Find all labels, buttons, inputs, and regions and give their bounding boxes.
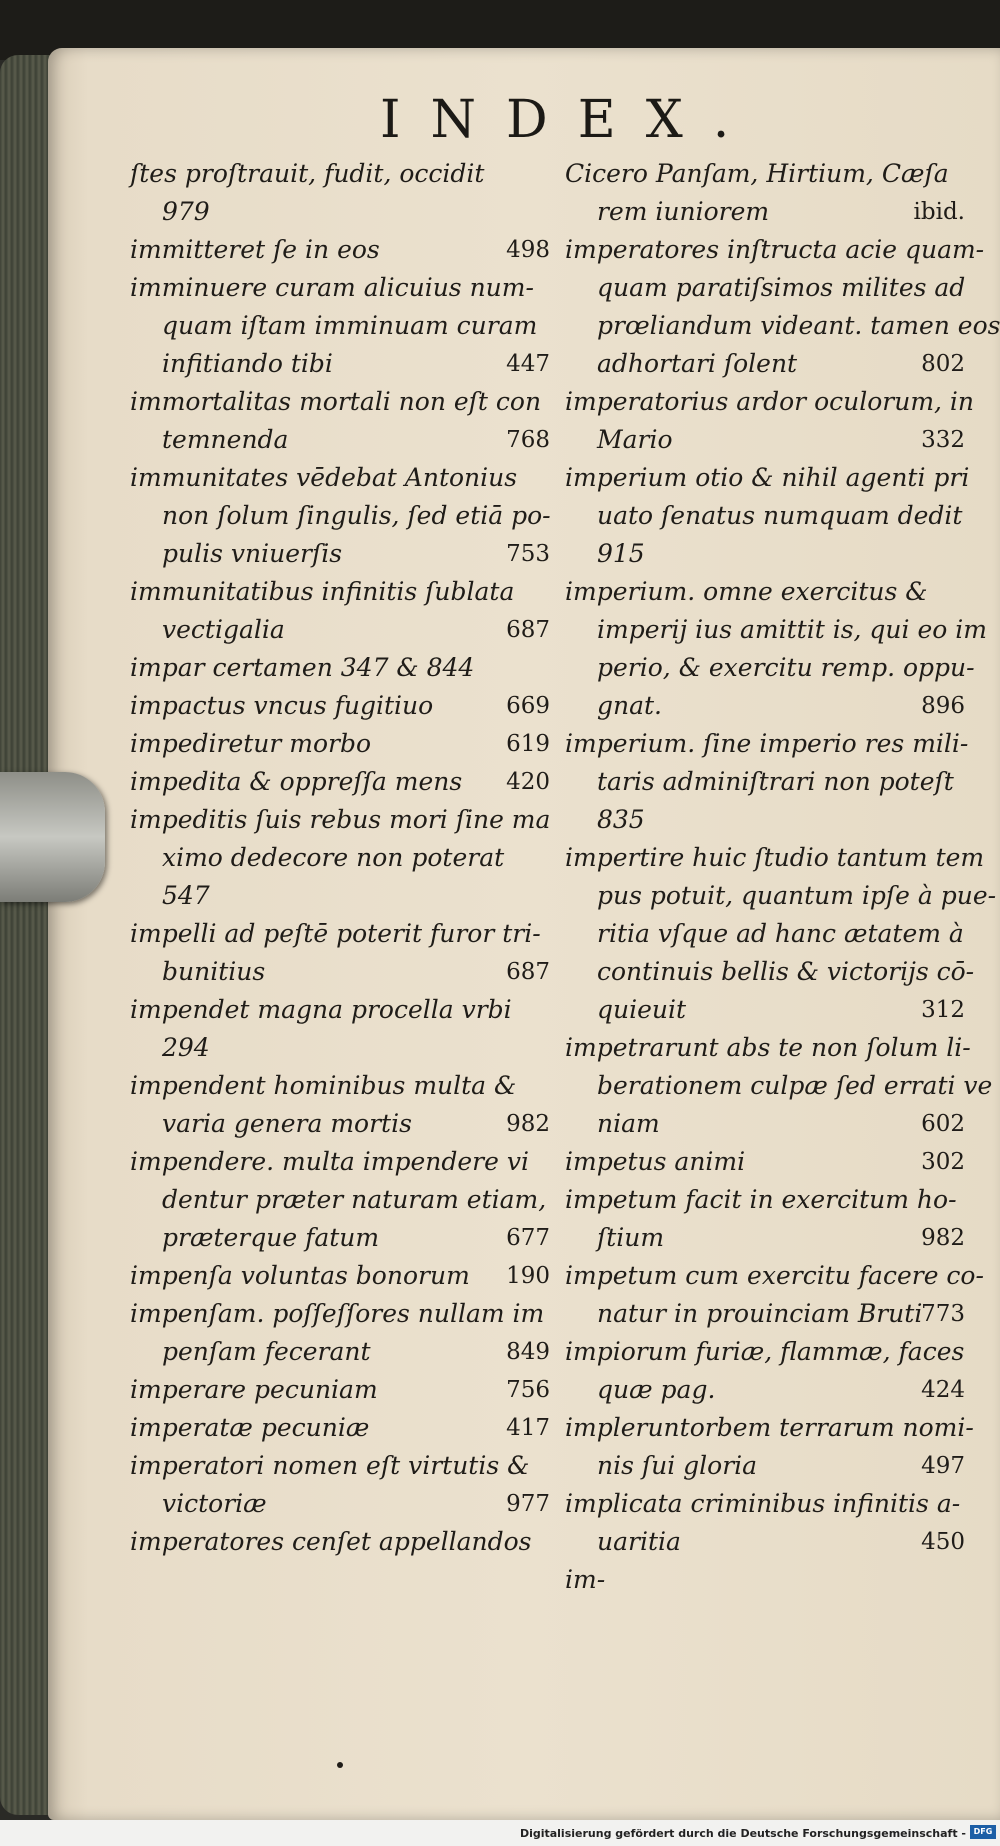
index-entry-line xyxy=(565,915,965,953)
index-entry-text: ſtes proſtrauit, fudit, occidit xyxy=(130,159,485,188)
index-entry-line xyxy=(565,421,965,459)
page-dot xyxy=(337,1762,343,1768)
index-page-number: 190 xyxy=(506,1263,550,1289)
index-entry-line xyxy=(565,687,965,725)
index-entry-line xyxy=(130,269,550,307)
index-page-number: 447 xyxy=(506,351,550,377)
index-entry-line xyxy=(130,497,550,535)
index-entry-text: Mario xyxy=(597,425,673,454)
index-entry-line xyxy=(565,839,985,877)
index-page-number: 773 xyxy=(921,1301,965,1327)
index-entry-line xyxy=(565,1257,984,1295)
index-entry-text: imperare pecuniam xyxy=(130,1375,378,1404)
index-entry-text: perio, & exercitu remp. oppu- xyxy=(597,653,975,682)
index-entry-text: natur in prouinciam Bruti xyxy=(597,1299,923,1328)
index-entry-text: imperij ius amittit is, qui eo im xyxy=(597,615,987,644)
index-entry-text: adhortari ſolent xyxy=(597,349,798,378)
index-entry-line xyxy=(130,1295,550,1333)
index-entry-line xyxy=(130,345,550,383)
index-entry-text: impetrarunt abs te non ſolum li- xyxy=(565,1033,971,1062)
index-entry-line xyxy=(565,307,1000,345)
index-entry-line xyxy=(130,459,550,497)
index-entry-line xyxy=(565,231,985,269)
right-index-column xyxy=(565,155,1000,1599)
index-entry-text: impiorum furiæ, flammæ, faces xyxy=(565,1337,965,1366)
index-entry-line xyxy=(130,877,550,915)
index-entry-text: bunitius xyxy=(162,957,266,986)
index-entry-text: berationem culpæ ſed errati ve xyxy=(597,1071,993,1100)
index-entry-text: victoriæ xyxy=(162,1489,267,1518)
index-entry-text: impetum cum exercitu facere co- xyxy=(565,1261,984,1290)
index-entry-text: rem iuniorem xyxy=(597,197,770,226)
index-entry-line xyxy=(565,1523,965,1561)
left-index-column xyxy=(130,155,550,1561)
index-entry-line xyxy=(565,1333,965,1371)
index-page-number: 417 xyxy=(506,1415,550,1441)
index-page-number: 849 xyxy=(506,1339,550,1365)
index-entry-line xyxy=(130,1409,550,1447)
index-entry-text: impendet magna procella vrbi xyxy=(130,995,512,1024)
index-entry-text: imperatæ pecuniæ xyxy=(130,1413,370,1442)
index-page-number: 302 xyxy=(921,1149,965,1175)
index-entry-text: vectigalia xyxy=(162,615,285,644)
index-entry-line xyxy=(130,421,550,459)
index-entry-text: uato ſenatus numquam dedit xyxy=(597,501,963,530)
index-entry-text: 979 xyxy=(162,197,210,226)
index-entry-text: Cicero Panſam, Hirtium, Cæſa xyxy=(565,159,949,188)
index-entry-line xyxy=(130,1029,550,1067)
index-entry-line xyxy=(130,231,550,269)
index-entry-text: impeditis ſuis rebus mori ſine ma xyxy=(130,805,551,834)
index-page-number: 982 xyxy=(506,1111,550,1137)
index-entry-line xyxy=(565,1181,965,1219)
index-entry-text: quam iſtam imminuam curam xyxy=(162,311,538,340)
index-entry-line xyxy=(565,801,965,839)
index-page-number: 896 xyxy=(921,693,965,719)
index-entry-text: impertire huic ſtudio tantum tem xyxy=(565,843,985,872)
index-entry-line xyxy=(565,459,970,497)
index-entry-line xyxy=(565,535,965,573)
index-entry-line xyxy=(130,1067,550,1105)
index-entry-text: imperatores inſtructa acie quam- xyxy=(565,235,985,264)
index-entry-text: 915 xyxy=(597,539,645,568)
index-entry-text: pulis vniuerſis xyxy=(162,539,343,568)
index-entry-line xyxy=(130,383,550,421)
dfg-logo: DFG xyxy=(970,1825,996,1839)
index-entry-line xyxy=(130,649,550,687)
index-entry-line xyxy=(565,649,975,687)
index-entry-text: imperium otio & nihil agenti pri xyxy=(565,463,970,492)
index-page-number: ibid. xyxy=(913,199,965,225)
index-entry-line xyxy=(565,991,965,1029)
index-entry-text: implicata criminibus infinitis a- xyxy=(565,1489,961,1518)
index-page-number: 982 xyxy=(921,1225,965,1251)
index-entry-text: niam xyxy=(597,1109,660,1138)
index-entry-text: impar certamen 347 & 844 xyxy=(130,653,475,682)
index-page-number: 756 xyxy=(506,1377,550,1403)
index-page-number: 424 xyxy=(921,1377,965,1403)
index-entry-text: penſam fecerant xyxy=(162,1337,371,1366)
index-entry-text: immortalitas mortali non eſt con xyxy=(130,387,542,416)
index-page-number: 977 xyxy=(506,1491,550,1517)
index-entry-text: impetus animi xyxy=(565,1147,746,1176)
index-entry-text: gnat. xyxy=(597,691,663,720)
index-entry-line xyxy=(565,383,975,421)
index-entry-text: pus potuit, quantum ipſe à pue- xyxy=(597,881,997,910)
index-entry-text: immitteret ſe in eos xyxy=(130,235,380,264)
index-entry-line xyxy=(130,1219,550,1257)
index-entry-line xyxy=(565,573,965,611)
index-entry-text: imminuere curam alicuius num- xyxy=(130,273,534,302)
index-entry-line xyxy=(565,763,965,801)
index-page-number: 753 xyxy=(506,541,550,567)
index-entry-text: im- xyxy=(565,1565,606,1594)
index-entry-line xyxy=(565,155,965,193)
index-page-number: 768 xyxy=(506,427,550,453)
index-entry-line xyxy=(130,193,550,231)
index-entry-line xyxy=(565,1485,965,1523)
index-entry-line xyxy=(130,953,550,991)
index-entry-text: impediretur morbo xyxy=(130,729,372,758)
index-entry-line xyxy=(130,1257,550,1295)
index-entry-line xyxy=(130,1485,550,1523)
index-entry-line xyxy=(130,1181,550,1219)
index-entry-line xyxy=(565,269,965,307)
index-page-number: 677 xyxy=(506,1225,550,1251)
index-entry-text: impelli ad peſtē poterit furor tri- xyxy=(130,919,541,948)
index-entry-line xyxy=(565,953,975,991)
index-entry-text: 835 xyxy=(597,805,645,834)
index-entry-text: quieuit xyxy=(597,995,687,1024)
index-page-number: 602 xyxy=(921,1111,965,1137)
index-entry-text: imperatorius ardor oculorum, in xyxy=(565,387,975,416)
index-entry-line xyxy=(565,1561,965,1599)
index-entry-line xyxy=(130,1143,550,1181)
index-page-number: 619 xyxy=(506,731,550,757)
index-entry-text: prœliandum videant. tamen eos xyxy=(597,311,1000,340)
index-page-number: 420 xyxy=(506,769,550,795)
index-entry-line xyxy=(130,687,550,725)
index-page-number: 450 xyxy=(921,1529,965,1555)
index-entry-text: impenſam. poſſeſſores nullam im xyxy=(130,1299,545,1328)
index-entry-line xyxy=(130,307,550,345)
index-entry-text: prӕterque fatum xyxy=(162,1223,380,1252)
index-entry-line xyxy=(565,1105,965,1143)
index-entry-line xyxy=(130,1523,550,1561)
index-entry-text: impedita & oppreſſa mens xyxy=(130,767,463,796)
index-page-number: 497 xyxy=(921,1453,965,1479)
page-heading: INDEX. xyxy=(380,90,760,150)
index-entry-text: varia genera mortis xyxy=(162,1109,412,1138)
index-entry-text: uaritia xyxy=(597,1527,681,1556)
index-entry-text: dentur præter naturam etiam, xyxy=(162,1185,547,1214)
index-entry-line xyxy=(565,345,965,383)
page-clip xyxy=(0,772,105,902)
index-entry-line xyxy=(565,1295,965,1333)
footer-bar xyxy=(0,1820,1000,1846)
index-entry-text: temnenda xyxy=(162,425,289,454)
index-entry-line xyxy=(130,839,550,877)
index-entry-line xyxy=(565,877,997,915)
index-entry-line xyxy=(565,1029,971,1067)
index-entry-text: impetum facit in exercitum ho- xyxy=(565,1185,957,1214)
index-entry-text: 547 xyxy=(162,881,210,910)
index-page-number: 332 xyxy=(921,427,965,453)
index-page-number: 687 xyxy=(506,617,550,643)
index-entry-line xyxy=(130,155,550,193)
index-entry-line xyxy=(130,801,550,839)
index-entry-line xyxy=(130,573,550,611)
index-entry-text: impactus vncus fugitiuo xyxy=(130,691,434,720)
index-entry-text: imperatores cenſet appellandos xyxy=(130,1527,532,1556)
index-entry-line xyxy=(565,1371,965,1409)
index-entry-line xyxy=(130,535,550,573)
index-entry-line xyxy=(565,611,987,649)
index-page-number: 802 xyxy=(921,351,965,377)
index-entry-line xyxy=(565,1143,965,1181)
index-entry-text: impleruntorbem terrarum nomi- xyxy=(565,1413,974,1442)
index-entry-line xyxy=(130,1371,550,1409)
index-entry-text: continuis bellis & victorijs cō- xyxy=(597,957,975,986)
index-entry-text: impendere. multa impendere vi xyxy=(130,1147,529,1176)
index-entry-text: infitiando tibi xyxy=(162,349,333,378)
index-entry-text: impenſa voluntas bonorum xyxy=(130,1261,470,1290)
index-page-number: 498 xyxy=(506,237,550,263)
index-entry-text: imperium. ſine imperio res mili- xyxy=(565,729,969,758)
index-entry-line xyxy=(130,915,550,953)
index-entry-line xyxy=(130,725,550,763)
index-page-number: 669 xyxy=(506,693,550,719)
index-entry-line xyxy=(130,763,550,801)
index-entry-line xyxy=(565,1219,965,1257)
index-entry-text: non ſolum ſingulis, ſed etiā po- xyxy=(162,501,551,530)
index-entry-text: immunitates vēdebat Antonius xyxy=(130,463,518,492)
index-entry-text: quam paratiſsimos milites ad xyxy=(597,273,966,302)
index-entry-line xyxy=(130,1447,550,1485)
index-entry-text: imperium. omne exercitus & xyxy=(565,577,928,606)
index-entry-text: ximo dedecore non poterat xyxy=(162,843,505,872)
index-entry-line xyxy=(565,1409,974,1447)
index-entry-line xyxy=(130,1105,550,1143)
index-entry-text: taris adminiſtrari non poteſt xyxy=(597,767,954,796)
index-page-number: 312 xyxy=(921,997,965,1023)
index-entry-text: imperatori nomen eſt virtutis & xyxy=(130,1451,530,1480)
index-entry-line xyxy=(565,193,965,231)
index-entry-line xyxy=(565,497,965,535)
index-entry-text: nis ſui gloria xyxy=(597,1451,758,1480)
index-entry-line xyxy=(565,1447,965,1485)
index-entry-text: ritia vſque ad hanc ætatem à xyxy=(597,919,964,948)
book-page-edges xyxy=(0,55,52,1815)
index-entry-text: immunitatibus infinitis ſublata xyxy=(130,577,515,606)
index-entry-line xyxy=(565,725,969,763)
index-entry-text: ſtium xyxy=(597,1223,665,1252)
index-entry-line xyxy=(130,611,550,649)
index-entry-line xyxy=(130,1333,550,1371)
index-entry-line xyxy=(130,991,550,1029)
index-entry-text: quæ pag. xyxy=(597,1375,716,1404)
index-entry-line xyxy=(565,1067,993,1105)
index-page-number: 687 xyxy=(506,959,550,985)
footer-credit: Digitalisierung gefördert durch die Deutsche Forschungsgemeinschaft - xyxy=(519,1827,966,1840)
index-entry-text: impendent hominibus multa & xyxy=(130,1071,517,1100)
index-entry-text: 294 xyxy=(162,1033,210,1062)
